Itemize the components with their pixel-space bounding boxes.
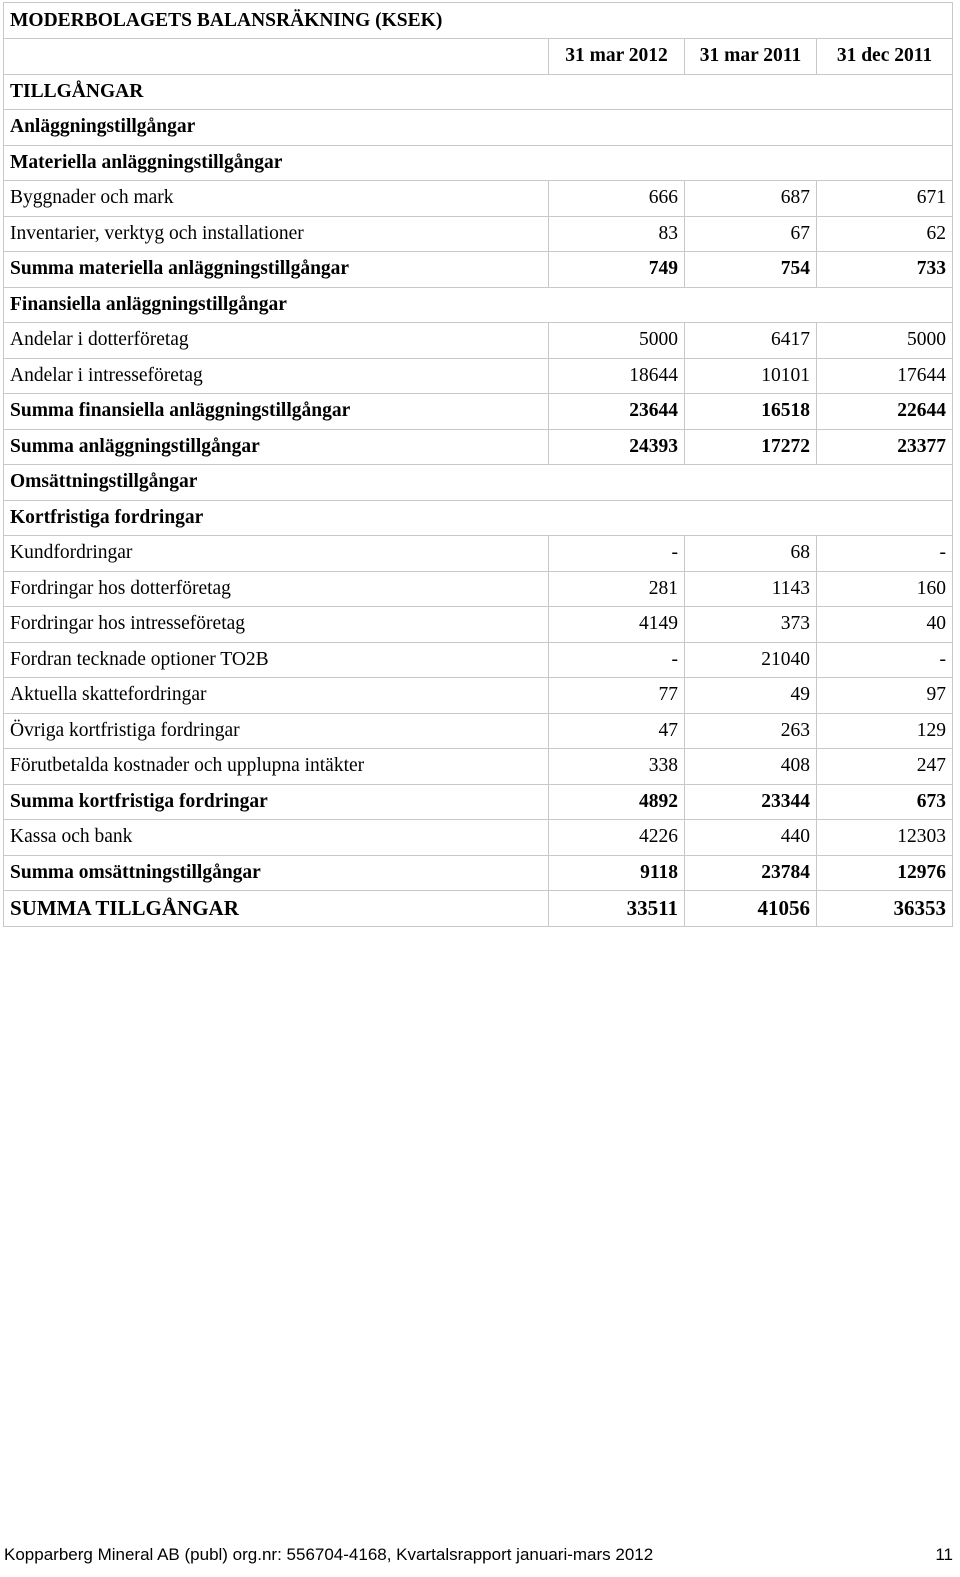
- row-value-1: 17272: [685, 429, 817, 465]
- table-row: [4, 536, 953, 572]
- row-label: Andelar i intresseföretag: [4, 358, 549, 394]
- row-value-2: -: [817, 536, 953, 572]
- row-value-1: 10101: [685, 358, 817, 394]
- row-value-1: 408: [685, 749, 817, 785]
- row-label: Summa anläggningstillgångar: [4, 429, 549, 465]
- section-row: [4, 145, 953, 181]
- row-value-1: 67: [685, 216, 817, 252]
- row-value-0: -: [549, 642, 685, 678]
- row-label: Kassa och bank: [4, 820, 549, 856]
- column-header-q1-2011: 31 mar 2011: [685, 39, 817, 75]
- row-value-1: 1143: [685, 571, 817, 607]
- section-row: [4, 110, 953, 146]
- table-row: [4, 323, 953, 359]
- header-spacer: [4, 39, 549, 75]
- row-value-0: 281: [549, 571, 685, 607]
- row-value-1: 21040: [685, 642, 817, 678]
- row-value-1: 23344: [685, 784, 817, 820]
- row-label: Inventarier, verktyg och installationer: [4, 216, 549, 252]
- row-value-2: 671: [817, 181, 953, 217]
- table-row: [4, 216, 953, 252]
- row-label: Fordringar hos intresseföretag: [4, 607, 549, 643]
- table-row: [4, 749, 953, 785]
- row-value-2: 733: [817, 252, 953, 288]
- row-label: SUMMA TILLGÅNGAR: [4, 891, 549, 927]
- row-label: Andelar i dotterföretag: [4, 323, 549, 359]
- balance-sheet-table: [3, 2, 953, 927]
- column-header-fy-2011: 31 dec 2011: [817, 39, 953, 75]
- row-label: Aktuella skattefordringar: [4, 678, 549, 714]
- row-value-1: 687: [685, 181, 817, 217]
- row-label: Fordringar hos dotterföretag: [4, 571, 549, 607]
- row-value-0: 23644: [549, 394, 685, 430]
- row-value-2: 5000: [817, 323, 953, 359]
- table-row: [4, 820, 953, 856]
- row-value-2: 23377: [817, 429, 953, 465]
- row-value-0: 9118: [549, 855, 685, 891]
- row-label: Övriga kortfristiga fordringar: [4, 713, 549, 749]
- table-row: [4, 642, 953, 678]
- section-row: [4, 500, 953, 536]
- table-row: [4, 358, 953, 394]
- table-row: [4, 571, 953, 607]
- row-value-1: 49: [685, 678, 817, 714]
- row-value-1: 440: [685, 820, 817, 856]
- section-label: Finansiella anläggningstillgångar: [4, 287, 953, 323]
- row-value-1: 263: [685, 713, 817, 749]
- row-label: Summa materiella anläggningstillgångar: [4, 252, 549, 288]
- row-value-2: 12303: [817, 820, 953, 856]
- balance-sheet-body: [4, 3, 953, 927]
- row-label: Summa omsättningstillgångar: [4, 855, 549, 891]
- column-header-row: [4, 39, 953, 75]
- section-label: Omsättningstillgångar: [4, 465, 953, 501]
- sum-row: [4, 784, 953, 820]
- row-value-2: 160: [817, 571, 953, 607]
- sum-row: [4, 891, 953, 927]
- sum-row: [4, 252, 953, 288]
- row-value-0: 749: [549, 252, 685, 288]
- row-value-0: -: [549, 536, 685, 572]
- row-value-2: -: [817, 642, 953, 678]
- column-header-q1-2012: 31 mar 2012: [549, 39, 685, 75]
- row-label: Byggnader och mark: [4, 181, 549, 217]
- row-value-2: 129: [817, 713, 953, 749]
- section-row: [4, 465, 953, 501]
- table-row: [4, 713, 953, 749]
- row-label: Summa kortfristiga fordringar: [4, 784, 549, 820]
- row-label: Kundfordringar: [4, 536, 549, 572]
- page-footer: [4, 1545, 953, 1567]
- row-value-2: 247: [817, 749, 953, 785]
- title-row: [4, 3, 953, 39]
- row-value-2: 673: [817, 784, 953, 820]
- row-value-0: 83: [549, 216, 685, 252]
- section-label: Anläggningstillgångar: [4, 110, 953, 146]
- row-value-0: 47: [549, 713, 685, 749]
- row-value-0: 338: [549, 749, 685, 785]
- row-value-2: 62: [817, 216, 953, 252]
- sum-row: [4, 429, 953, 465]
- row-value-1: 16518: [685, 394, 817, 430]
- table-row: [4, 678, 953, 714]
- row-value-0: 77: [549, 678, 685, 714]
- row-label: Fordran tecknade optioner TO2B: [4, 642, 549, 678]
- footer-company-info: Kopparberg Mineral AB (publ) org.nr: 556704-4168, Kvartalsrapport januari-mars 2012: [4, 1545, 654, 1564]
- section-label: Kortfristiga fordringar: [4, 500, 953, 536]
- table-row: [4, 181, 953, 217]
- row-value-2: 40: [817, 607, 953, 643]
- row-label: Summa finansiella anläggningstillgångar: [4, 394, 549, 430]
- row-value-2: 12976: [817, 855, 953, 891]
- row-value-0: 666: [549, 181, 685, 217]
- row-value-0: 4149: [549, 607, 685, 643]
- row-value-1: 373: [685, 607, 817, 643]
- section-row: [4, 287, 953, 323]
- row-label: Förutbetalda kostnader och upplupna intäkter: [4, 749, 549, 785]
- sum-row: [4, 855, 953, 891]
- row-value-1: 41056: [685, 891, 817, 927]
- row-value-0: 18644: [549, 358, 685, 394]
- row-value-2: 17644: [817, 358, 953, 394]
- table-title: MODERBOLAGETS BALANSRÄKNING (KSEK): [4, 3, 953, 39]
- row-value-1: 6417: [685, 323, 817, 359]
- row-value-1: 754: [685, 252, 817, 288]
- sum-row: [4, 394, 953, 430]
- row-value-0: 4892: [549, 784, 685, 820]
- table-row: [4, 607, 953, 643]
- row-value-1: 68: [685, 536, 817, 572]
- row-value-2: 97: [817, 678, 953, 714]
- row-value-0: 4226: [549, 820, 685, 856]
- section-label: TILLGÅNGAR: [4, 74, 953, 110]
- row-value-0: 5000: [549, 323, 685, 359]
- section-label: Materiella anläggningstillgångar: [4, 145, 953, 181]
- row-value-1: 23784: [685, 855, 817, 891]
- page-number: 11: [935, 1545, 953, 1564]
- row-value-2: 36353: [817, 891, 953, 927]
- section-row: [4, 74, 953, 110]
- row-value-2: 22644: [817, 394, 953, 430]
- row-value-0: 33511: [549, 891, 685, 927]
- row-value-0: 24393: [549, 429, 685, 465]
